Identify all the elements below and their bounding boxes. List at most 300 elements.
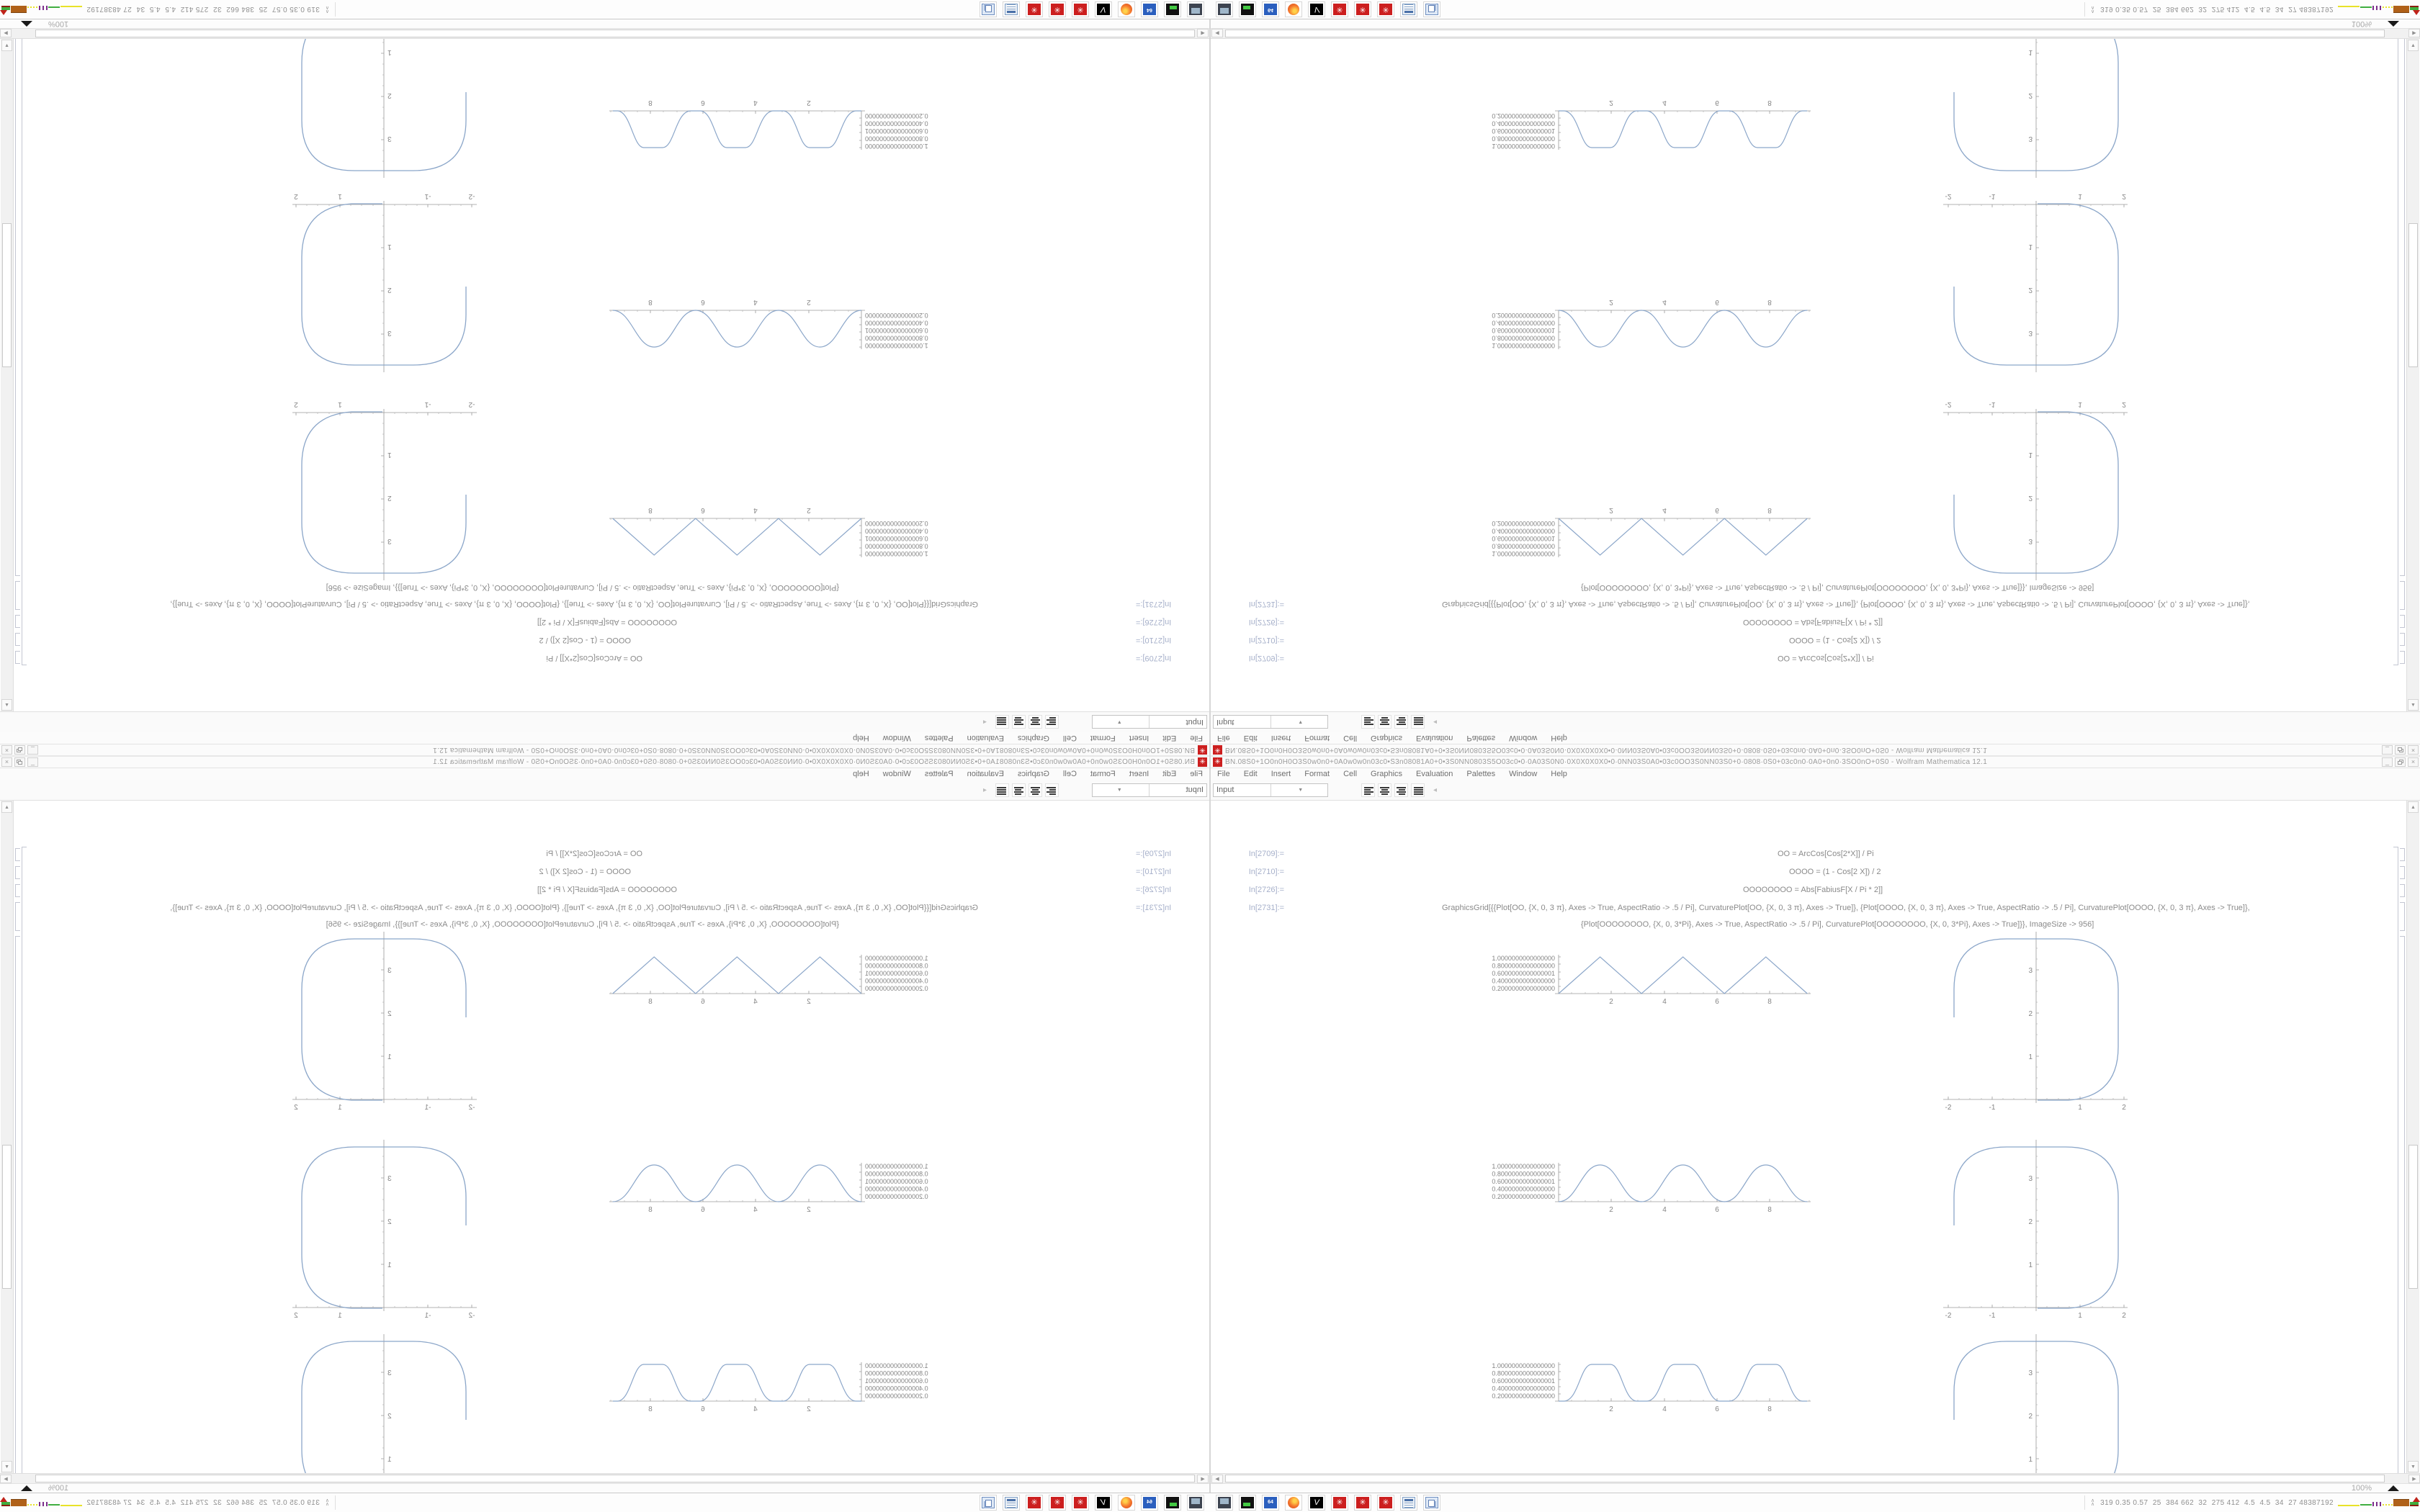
back-arrow-icon[interactable]: ◂ — [1433, 718, 1438, 726]
cell-style-value: Input — [1186, 718, 1204, 726]
chevron-up-icon[interactable]: ∧ ∧ — [325, 1498, 330, 1507]
align-center-button[interactable] — [1028, 716, 1042, 729]
chevron-down-icon[interactable]: ▼ — [1093, 716, 1150, 729]
input-code-2726[interactable]: OOOOOOOO = Abs[FabiusF[X / Pi * 2]] — [537, 886, 677, 894]
menu-format[interactable]: Format — [1090, 734, 1116, 742]
launcher-documents[interactable] — [980, 1495, 997, 1511]
back-arrow-icon[interactable]: ◂ — [1433, 786, 1438, 794]
launcher-computer[interactable] — [1216, 1495, 1233, 1511]
menu-insert[interactable]: Insert — [1270, 770, 1291, 778]
minimize-button[interactable]: _ — [27, 757, 38, 767]
scroll-right-icon[interactable]: ▶ — [0, 1475, 12, 1483]
alert-triangle-icon — [0, 10, 7, 15]
input-code-2731-line2[interactable]: {Plot[OOOOOOOO, {X, 0, 3*Pi}, Axes -> True, AspectRatio -> .5 / Pi], CurvaturePlot[OOOOOOOO, {X, 0, 3*Pi}, Axes -> True]}}, ImageSize -> 956] — [326, 920, 839, 929]
magnification-value[interactable]: 100% — [2351, 19, 2372, 28]
bottom-right-quadrant[interactable] — [1210, 756, 2420, 1512]
cell-style-dropdown[interactable] — [1092, 783, 1207, 797]
plot-fabius-wave — [1477, 95, 1816, 153]
mathematica-kernel-icon: ✳ — [1028, 4, 1041, 15]
menu-palettes[interactable]: Palettes — [1466, 770, 1496, 778]
menu-window[interactable]: Window — [882, 770, 911, 778]
launcher-firefox[interactable] — [1285, 1495, 1302, 1511]
scroll-right-icon[interactable]: ▶ — [0, 29, 12, 37]
launcher-commodore64[interactable] — [1141, 1495, 1158, 1511]
mathematica-app-icon: ✳ — [1213, 757, 1222, 767]
notebook-content[interactable] — [1211, 801, 2420, 1473]
close-button[interactable]: × — [1, 745, 12, 755]
launcher-mathematica-2[interactable] — [1354, 1495, 1371, 1511]
input-code-2731-line2[interactable]: {Plot[OOOOOOOO, {X, 0, 3*Pi}, Axes -> True, AspectRatio -> .5 / Pi], CurvaturePlot[OOOOOOOO, {X, 0, 3*Pi}, Axes -> True]}}, ImageSize -> 956] — [1581, 583, 2094, 592]
launcher-terminal[interactable] — [1164, 1495, 1181, 1511]
menu-window[interactable]: Window — [1509, 734, 1538, 742]
cell-bracket-2[interactable] — [2400, 866, 2405, 879]
cell-bracket-1[interactable] — [2400, 651, 2405, 664]
menu-file[interactable]: File — [1190, 734, 1203, 742]
svg-text:2: 2 — [807, 99, 811, 107]
launcher-commodore64[interactable] — [1262, 1495, 1279, 1511]
minimize-button[interactable]: _ — [2382, 745, 2393, 755]
close-button[interactable]: × — [2408, 745, 2419, 755]
cell-style-dropdown[interactable] — [1092, 716, 1207, 729]
svg-text:-2: -2 — [468, 1104, 475, 1112]
menu-help[interactable]: Help — [853, 734, 869, 742]
scroll-left-icon[interactable]: ◀ — [1211, 29, 1223, 37]
svg-text:0.2000000000000000: 0.2000000000000000 — [1492, 112, 1555, 120]
align-right-button[interactable] — [1394, 716, 1408, 729]
svg-text:-1: -1 — [1989, 400, 1996, 408]
plot-curvature-square-1 — [1942, 929, 2130, 1115]
in-label-2726: In[2726]:= — [1248, 618, 1284, 626]
cell-bracket-3[interactable] — [2400, 884, 2405, 897]
system-stats — [86, 1495, 336, 1510]
cell-bracket-2[interactable] — [2400, 633, 2405, 646]
magnification-popup-icon[interactable] — [21, 21, 32, 27]
svg-text:0.4000000000000000: 0.4000000000000000 — [1492, 120, 1555, 127]
svg-text:0.2000000000000000: 0.2000000000000000 — [865, 112, 928, 120]
mathematica-kernel-icon: ✳ — [1333, 1497, 1346, 1508]
launcher-documents[interactable] — [1423, 1495, 1440, 1511]
launcher-vector-editor[interactable] — [1095, 1495, 1112, 1511]
window-titlebar[interactable] — [1211, 744, 2420, 756]
plot-sine-squared-wave — [1477, 294, 1816, 352]
launcher-mathematica-2[interactable] — [1049, 1495, 1066, 1511]
cell-group-bracket[interactable] — [22, 39, 27, 665]
scroll-up-icon[interactable]: ▲ — [2408, 699, 2419, 711]
svg-text:6: 6 — [701, 298, 705, 306]
launcher-terminal[interactable] — [1239, 1495, 1256, 1511]
menu-palettes[interactable]: Palettes — [924, 770, 954, 778]
input-code-2710[interactable]: OOOO = (1 - Cos[2 X]) / 2 — [1789, 636, 1881, 644]
launcher-calculator[interactable] — [1400, 1, 1417, 17]
cell-bracket-1[interactable] — [15, 651, 20, 664]
chevron-down-icon[interactable]: ▼ — [1270, 784, 1328, 796]
svg-text:2: 2 — [294, 1312, 298, 1320]
menu-palettes[interactable]: Palettes — [924, 734, 954, 742]
magnification-value[interactable]: 100% — [48, 1484, 69, 1493]
in-label-2726: In[2726]:= — [1136, 618, 1172, 626]
in-label-2709: In[2709]:= — [1248, 654, 1284, 662]
menu-file[interactable]: File — [1190, 770, 1203, 778]
align-justify-button[interactable] — [1411, 716, 1425, 729]
input-code-2731-line1[interactable]: GraphicsGrid[{{Plot[OO, {X, 0, 3 π}, Axes -> True, AspectRatio -> .5 / Pi], CurvaturePlot[OO, {X, 0, 3 π}, Axes -> True]}, {Plot[OOOO, {X, 0, 3 π}, Axes -> True, AspectRatio -> .5 / Pi], CurvaturePlot[OOOO, {X, 0, 3 π}, Axes -> True]}, — [1442, 904, 2250, 912]
align-left-button[interactable] — [1045, 783, 1059, 797]
align-left-button[interactable] — [1361, 783, 1375, 797]
cell-bracket-3[interactable] — [15, 615, 20, 628]
launcher-vector-editor[interactable] — [1308, 1495, 1325, 1511]
launcher-computer[interactable] — [1216, 1, 1233, 17]
menu-bar — [0, 732, 1209, 744]
vertical-scrollbar[interactable] — [2406, 39, 2419, 711]
launcher-mathematica-3[interactable] — [1377, 1, 1394, 17]
launcher-calculator[interactable] — [1003, 1495, 1020, 1511]
input-code-2731-line1[interactable]: GraphicsGrid[{{Plot[OO, {X, 0, 3 π}, Axes -> True, AspectRatio -> .5 / Pi], CurvaturePlot[OO, {X, 0, 3 π}, Axes -> True]}, {Plot[OOOO, {X, 0, 3 π}, Axes -> True, AspectRatio -> .5 / Pi], CurvaturePlot[OOOO, {X, 0, 3 π}, Axes -> True]}, — [1442, 600, 2250, 608]
menu-edit[interactable]: Edit — [1243, 734, 1258, 742]
launcher-mathematica-3[interactable] — [1026, 1, 1043, 17]
chevron-down-icon[interactable]: ▼ — [1270, 716, 1328, 729]
menu-insert[interactable]: Insert — [1129, 770, 1150, 778]
align-center-button[interactable] — [1028, 783, 1042, 797]
launcher-mathematica-2[interactable] — [1049, 1, 1066, 17]
net-graph-icon — [2360, 6, 2372, 8]
cell-bracket-4[interactable] — [15, 902, 20, 931]
cell-bracket-2[interactable] — [15, 866, 20, 879]
svg-text:0.4000000000000000: 0.4000000000000000 — [865, 1385, 928, 1392]
svg-text:8: 8 — [648, 99, 653, 107]
cell-style-dropdown[interactable] — [1213, 716, 1328, 729]
restore-button[interactable] — [14, 757, 25, 767]
vertical-scrollbar-thumb[interactable] — [2, 223, 12, 367]
svg-text:0.4000000000000000: 0.4000000000000000 — [1492, 1385, 1555, 1392]
restore-button[interactable] — [2395, 757, 2406, 767]
launcher-terminal[interactable] — [1164, 1, 1181, 17]
scroll-down-icon[interactable]: ▼ — [1, 1461, 12, 1472]
menu-graphics[interactable]: Graphics — [1371, 734, 1403, 742]
align-justify-button[interactable] — [1411, 783, 1425, 797]
svg-text:2: 2 — [2028, 1218, 2033, 1226]
close-button[interactable]: × — [2408, 757, 2419, 767]
launcher-documents[interactable] — [980, 1, 997, 17]
launcher-firefox[interactable] — [1285, 1, 1302, 17]
terminal-icon — [1166, 1497, 1179, 1508]
menu-graphics[interactable]: Graphics — [1017, 734, 1049, 742]
launcher-commodore64[interactable] — [1141, 1, 1158, 17]
documents-icon — [1425, 1497, 1438, 1508]
mathematica-kernel-icon: ✳ — [1379, 4, 1392, 15]
align-justify-button[interactable] — [995, 716, 1009, 729]
chevron-up-icon[interactable]: ∧ ∧ — [325, 5, 330, 14]
vector-app-icon: V — [1097, 1497, 1110, 1508]
input-code-2709[interactable]: OO = ArcCos[Cos[2*X]] / Pi — [1778, 654, 1874, 662]
svg-text:2: 2 — [807, 298, 811, 306]
menu-cell[interactable]: Cell — [1062, 734, 1077, 742]
svg-text:8: 8 — [648, 998, 653, 1006]
menu-evaluation[interactable]: Evaluation — [1416, 770, 1453, 778]
menu-file[interactable]: File — [1217, 734, 1230, 742]
svg-text:0.6000000000000001: 0.6000000000000001 — [865, 327, 928, 334]
horizontal-scrollbar-thumb[interactable] — [35, 1475, 1195, 1482]
horizontal-scrollbar-thumb[interactable] — [35, 30, 1195, 37]
minimize-button[interactable]: _ — [2382, 757, 2393, 767]
svg-text:1: 1 — [2028, 1053, 2033, 1061]
menu-edit[interactable]: Edit — [1162, 770, 1177, 778]
cell-bracket-2[interactable] — [15, 633, 20, 646]
magnification-popup-icon[interactable] — [21, 1485, 32, 1491]
menu-format[interactable]: Format — [1304, 734, 1330, 742]
launcher-commodore64[interactable] — [1262, 1, 1279, 17]
horizontal-scrollbar-thumb[interactable] — [1225, 1475, 2385, 1482]
launcher-computer[interactable] — [1187, 1495, 1204, 1511]
launcher-terminal[interactable] — [1239, 1, 1256, 17]
magnification-popup-icon[interactable] — [2388, 1485, 2399, 1491]
svg-text:3: 3 — [2028, 329, 2033, 337]
format-toolbar — [1211, 780, 2420, 801]
svg-text:2: 2 — [387, 1413, 392, 1421]
svg-text:1: 1 — [2028, 1456, 2033, 1464]
svg-text:0.4000000000000000: 0.4000000000000000 — [1492, 319, 1555, 327]
menu-help[interactable]: Help — [1551, 770, 1567, 778]
svg-text:1.0000000000000000: 1.0000000000000000 — [865, 955, 928, 962]
terminal-icon — [1241, 4, 1254, 15]
align-justify-button[interactable] — [995, 783, 1009, 797]
svg-text:1: 1 — [387, 243, 392, 251]
menu-edit[interactable]: Edit — [1162, 734, 1177, 742]
window-titlebar[interactable] — [0, 744, 1209, 756]
format-toolbar — [0, 711, 1209, 732]
scroll-down-icon[interactable]: ▼ — [1, 40, 12, 51]
vertical-scrollbar-thumb[interactable] — [2408, 223, 2418, 367]
launcher-calculator[interactable] — [1400, 1495, 1417, 1511]
align-center-button[interactable] — [1378, 716, 1392, 729]
launcher-mathematica-3[interactable] — [1026, 1495, 1043, 1511]
scroll-down-icon[interactable]: ▼ — [2408, 1461, 2419, 1472]
align-left-button[interactable] — [1045, 716, 1059, 729]
cell-bracket-3[interactable] — [15, 884, 20, 897]
cell-bracket-output[interactable] — [2400, 39, 2405, 576]
back-arrow-icon[interactable]: ◂ — [982, 786, 987, 794]
svg-text:8: 8 — [1767, 298, 1772, 306]
menu-cell[interactable]: Cell — [1343, 770, 1358, 778]
scroll-down-icon[interactable]: ▼ — [2408, 40, 2419, 51]
input-code-2731-line1[interactable]: GraphicsGrid[{{Plot[OO, {X, 0, 3 π}, Axes -> True, AspectRatio -> .5 / Pi], CurvaturePlot[OO, {X, 0, 3 π}, Axes -> True]}, {Plot[OOOO, {X, 0, 3 π}, Axes -> True, AspectRatio -> .5 / Pi], CurvaturePlot[OOOO, {X, 0, 3 π}, Axes -> True]}, — [170, 600, 978, 608]
menu-window[interactable]: Window — [1509, 770, 1538, 778]
svg-text:4: 4 — [1662, 298, 1667, 306]
input-code-2710[interactable]: OOOO = (1 - Cos[2 X]) / 2 — [1789, 868, 1881, 876]
restore-button[interactable] — [14, 745, 25, 755]
svg-text:0.2000000000000000: 0.2000000000000000 — [1492, 985, 1555, 992]
in-label-2709: In[2709]:= — [1248, 850, 1284, 858]
vertical-scrollbar-thumb[interactable] — [2408, 1145, 2418, 1289]
input-code-2731-line1[interactable]: GraphicsGrid[{{Plot[OO, {X, 0, 3 π}, Axes -> True, AspectRatio -> .5 / Pi], CurvaturePlot[OO, {X, 0, 3 π}, Axes -> True]}, {Plot[OOOO, {X, 0, 3 π}, Axes -> True, AspectRatio -> .5 / Pi], CurvaturePlot[OOOO, {X, 0, 3 π}, Axes -> True]}, — [170, 904, 978, 912]
calculator-icon — [1402, 4, 1415, 15]
vector-app-icon: V — [1310, 1497, 1323, 1508]
vector-app-icon: V — [1310, 4, 1323, 15]
magnification-popup-icon[interactable] — [2388, 21, 2399, 27]
cell-bracket-4[interactable] — [15, 581, 20, 610]
window-titlebar[interactable] — [1211, 756, 2420, 768]
input-code-2709[interactable]: OO = ArcCos[Cos[2*X]] / Pi — [546, 654, 642, 662]
menu-evaluation[interactable]: Evaluation — [967, 734, 1004, 742]
input-code-2731-line2[interactable]: {Plot[OOOOOOOO, {X, 0, 3*Pi}, Axes -> True, AspectRatio -> .5 / Pi], CurvaturePlot[OOOOOOOO, {X, 0, 3*Pi}, Axes -> True]}}, ImageSize -> 956] — [326, 583, 839, 592]
menu-graphics[interactable]: Graphics — [1371, 770, 1403, 778]
vertical-scrollbar[interactable] — [1, 801, 14, 1473]
svg-text:0.6000000000000001: 0.6000000000000001 — [1492, 1178, 1555, 1185]
cell-bracket-1[interactable] — [15, 848, 20, 861]
align-left-button[interactable] — [1361, 716, 1375, 729]
cell-group-bracket[interactable] — [2393, 847, 2398, 1473]
in-label-2731: In[2731]:= — [1248, 904, 1284, 912]
input-code-2726[interactable]: OOOOOOOO = Abs[FabiusF[X / Pi * 2]] — [1743, 618, 1883, 626]
cell-bracket-4[interactable] — [2400, 581, 2405, 610]
minimize-button[interactable]: _ — [27, 745, 38, 755]
svg-text:2: 2 — [2028, 1413, 2033, 1421]
horizontal-scrollbar[interactable] — [1211, 29, 2420, 39]
svg-text:-1: -1 — [424, 1312, 431, 1320]
memory-block-icon — [11, 6, 27, 13]
cell-bracket-output[interactable] — [15, 936, 20, 1473]
load-graph-icon — [2383, 6, 2393, 8]
firefox-icon — [1288, 4, 1299, 15]
vertical-scrollbar-thumb[interactable] — [2, 1145, 12, 1289]
align-right-button[interactable] — [1394, 783, 1408, 797]
vertical-scrollbar[interactable] — [1, 39, 14, 711]
menu-edit[interactable]: Edit — [1243, 770, 1258, 778]
magnification-value[interactable]: 100% — [48, 19, 69, 28]
notebook-content[interactable] — [0, 39, 1209, 711]
in-label-2710: In[2710]:= — [1136, 868, 1172, 876]
horizontal-scrollbar[interactable] — [0, 29, 1209, 39]
menu-file[interactable]: File — [1217, 770, 1230, 778]
cell-bracket-output[interactable] — [2400, 936, 2405, 1473]
svg-text:8: 8 — [1767, 506, 1772, 514]
scroll-up-icon[interactable]: ▲ — [2408, 801, 2419, 813]
notebook-content[interactable] — [0, 801, 1209, 1473]
scroll-left-icon[interactable]: ◀ — [1197, 29, 1209, 37]
chevron-up-icon[interactable]: ∧ ∧ — [2090, 5, 2095, 14]
disk-graph-icon — [37, 6, 48, 10]
align-right-button[interactable] — [1012, 783, 1026, 797]
cell-bracket-1[interactable] — [2400, 848, 2405, 861]
svg-text:0.8000000000000000: 0.8000000000000000 — [1492, 962, 1555, 970]
launcher-mathematica-3[interactable] — [1377, 1495, 1394, 1511]
input-code-2709[interactable]: OO = ArcCos[Cos[2*X]] / Pi — [1778, 850, 1874, 858]
horizontal-scrollbar[interactable] — [1211, 1473, 2420, 1483]
menu-cell[interactable]: Cell — [1062, 770, 1077, 778]
menu-format[interactable]: Format — [1090, 770, 1116, 778]
scroll-left-icon[interactable]: ◀ — [1197, 1475, 1209, 1483]
input-code-2726[interactable]: OOOOOOOO = Abs[FabiusF[X / Pi * 2]] — [537, 618, 677, 626]
svg-text:6: 6 — [701, 1206, 705, 1214]
horizontal-scrollbar-thumb[interactable] — [1225, 30, 2385, 37]
svg-text:2: 2 — [2122, 192, 2126, 200]
launcher-documents[interactable] — [1423, 1, 1440, 17]
cpu-graph-icon — [60, 1505, 82, 1506]
svg-text:8: 8 — [1767, 1405, 1772, 1413]
svg-text:0.8000000000000000: 0.8000000000000000 — [865, 1369, 928, 1377]
menu-graphics[interactable]: Graphics — [1017, 770, 1049, 778]
menu-help[interactable]: Help — [1551, 734, 1567, 742]
input-code-2710[interactable]: OOOO = (1 - Cos[2 X]) / 2 — [539, 636, 631, 644]
scroll-up-icon[interactable]: ▲ — [1, 801, 12, 813]
menu-window[interactable]: Window — [882, 734, 911, 742]
plot-curvature-square-3 — [290, 39, 478, 181]
cell-group-bracket[interactable] — [22, 847, 27, 1473]
close-button[interactable]: × — [1, 757, 12, 767]
menu-evaluation[interactable]: Evaluation — [1416, 734, 1453, 742]
cpu-graph-icon — [2338, 6, 2360, 7]
launcher-mathematica-1[interactable] — [1331, 1, 1348, 17]
svg-text:1: 1 — [387, 451, 392, 459]
input-code-2709[interactable]: OO = ArcCos[Cos[2*X]] / Pi — [546, 850, 642, 858]
chevron-down-icon[interactable]: ▼ — [1093, 784, 1150, 796]
input-code-2731-line2[interactable]: {Plot[OOOOOOOO, {X, 0, 3*Pi}, Axes -> True, AspectRatio -> .5 / Pi], CurvaturePlot[OOOOOOOO, {X, 0, 3*Pi}, Axes -> True]}}, ImageSize -> 956] — [1581, 920, 2094, 929]
cell-bracket-output[interactable] — [15, 39, 20, 576]
plot-sine-squared-wave — [604, 294, 943, 352]
cell-bracket-3[interactable] — [2400, 615, 2405, 628]
align-center-button[interactable] — [1378, 783, 1392, 797]
align-right-button[interactable] — [1012, 716, 1026, 729]
launcher-mathematica-1[interactable] — [1331, 1495, 1348, 1511]
menu-cell[interactable]: Cell — [1343, 734, 1358, 742]
plot-curvature-square-3 — [290, 1331, 478, 1473]
svg-text:4: 4 — [753, 298, 758, 306]
scroll-left-icon[interactable]: ◀ — [1211, 1475, 1223, 1483]
scroll-right-icon[interactable]: ▶ — [2408, 29, 2420, 37]
launcher-computer[interactable] — [1187, 1, 1204, 17]
launcher-mathematica-1[interactable] — [1072, 1495, 1089, 1511]
menu-evaluation[interactable]: Evaluation — [967, 770, 1004, 778]
menu-palettes[interactable]: Palettes — [1466, 734, 1496, 742]
scroll-up-icon[interactable]: ▲ — [1, 699, 12, 711]
svg-text:0.8000000000000000: 0.8000000000000000 — [1492, 334, 1555, 342]
input-code-2726[interactable]: OOOOOOOO = Abs[FabiusF[X / Pi * 2]] — [1743, 886, 1883, 894]
magnification-value[interactable]: 100% — [2351, 1484, 2372, 1493]
window-titlebar[interactable] — [0, 756, 1209, 768]
vertical-scrollbar[interactable] — [2406, 801, 2419, 1473]
notebook-content[interactable] — [1211, 39, 2420, 711]
svg-text:2: 2 — [387, 1010, 392, 1018]
restore-button[interactable] — [2395, 745, 2406, 755]
input-code-2710[interactable]: OOOO = (1 - Cos[2 X]) / 2 — [539, 868, 631, 876]
svg-text:2: 2 — [807, 1405, 811, 1413]
plot-triangle-wave — [1477, 952, 1816, 1009]
menu-format[interactable]: Format — [1304, 770, 1330, 778]
mathematica-app-icon: ✳ — [1198, 757, 1207, 767]
mathematica-app-icon: ✳ — [1198, 745, 1207, 755]
svg-text:0.8000000000000000: 0.8000000000000000 — [865, 334, 928, 342]
launcher-calculator[interactable] — [1003, 1, 1020, 17]
launcher-mathematica-2[interactable] — [1354, 1, 1371, 17]
svg-text:0.6000000000000001: 0.6000000000000001 — [1492, 1377, 1555, 1385]
system-stats-text: 319 0.35 0.57 25 384 662 32 275 412 4.5 4.5 34 27 48387192 — [86, 5, 320, 14]
launcher-vector-editor[interactable] — [1308, 1, 1325, 17]
launcher-vector-editor[interactable] — [1095, 1, 1112, 17]
menu-insert[interactable]: Insert — [1129, 734, 1150, 742]
menu-insert[interactable]: Insert — [1270, 734, 1291, 742]
cell-bracket-4[interactable] — [2400, 902, 2405, 931]
launcher-mathematica-1[interactable] — [1072, 1, 1089, 17]
scroll-right-icon[interactable]: ▶ — [2408, 1475, 2420, 1483]
cell-style-dropdown[interactable] — [1213, 783, 1328, 797]
back-arrow-icon[interactable]: ◂ — [982, 718, 987, 726]
cell-group-bracket[interactable] — [2393, 39, 2398, 665]
horizontal-scrollbar[interactable] — [0, 1473, 1209, 1483]
menu-help[interactable]: Help — [853, 770, 869, 778]
launcher-firefox[interactable] — [1118, 1, 1135, 17]
launcher-firefox[interactable] — [1118, 1495, 1135, 1511]
svg-text:3: 3 — [2028, 967, 2033, 975]
documents-icon — [982, 4, 995, 15]
chevron-up-icon[interactable]: ∧ ∧ — [2090, 1498, 2095, 1507]
